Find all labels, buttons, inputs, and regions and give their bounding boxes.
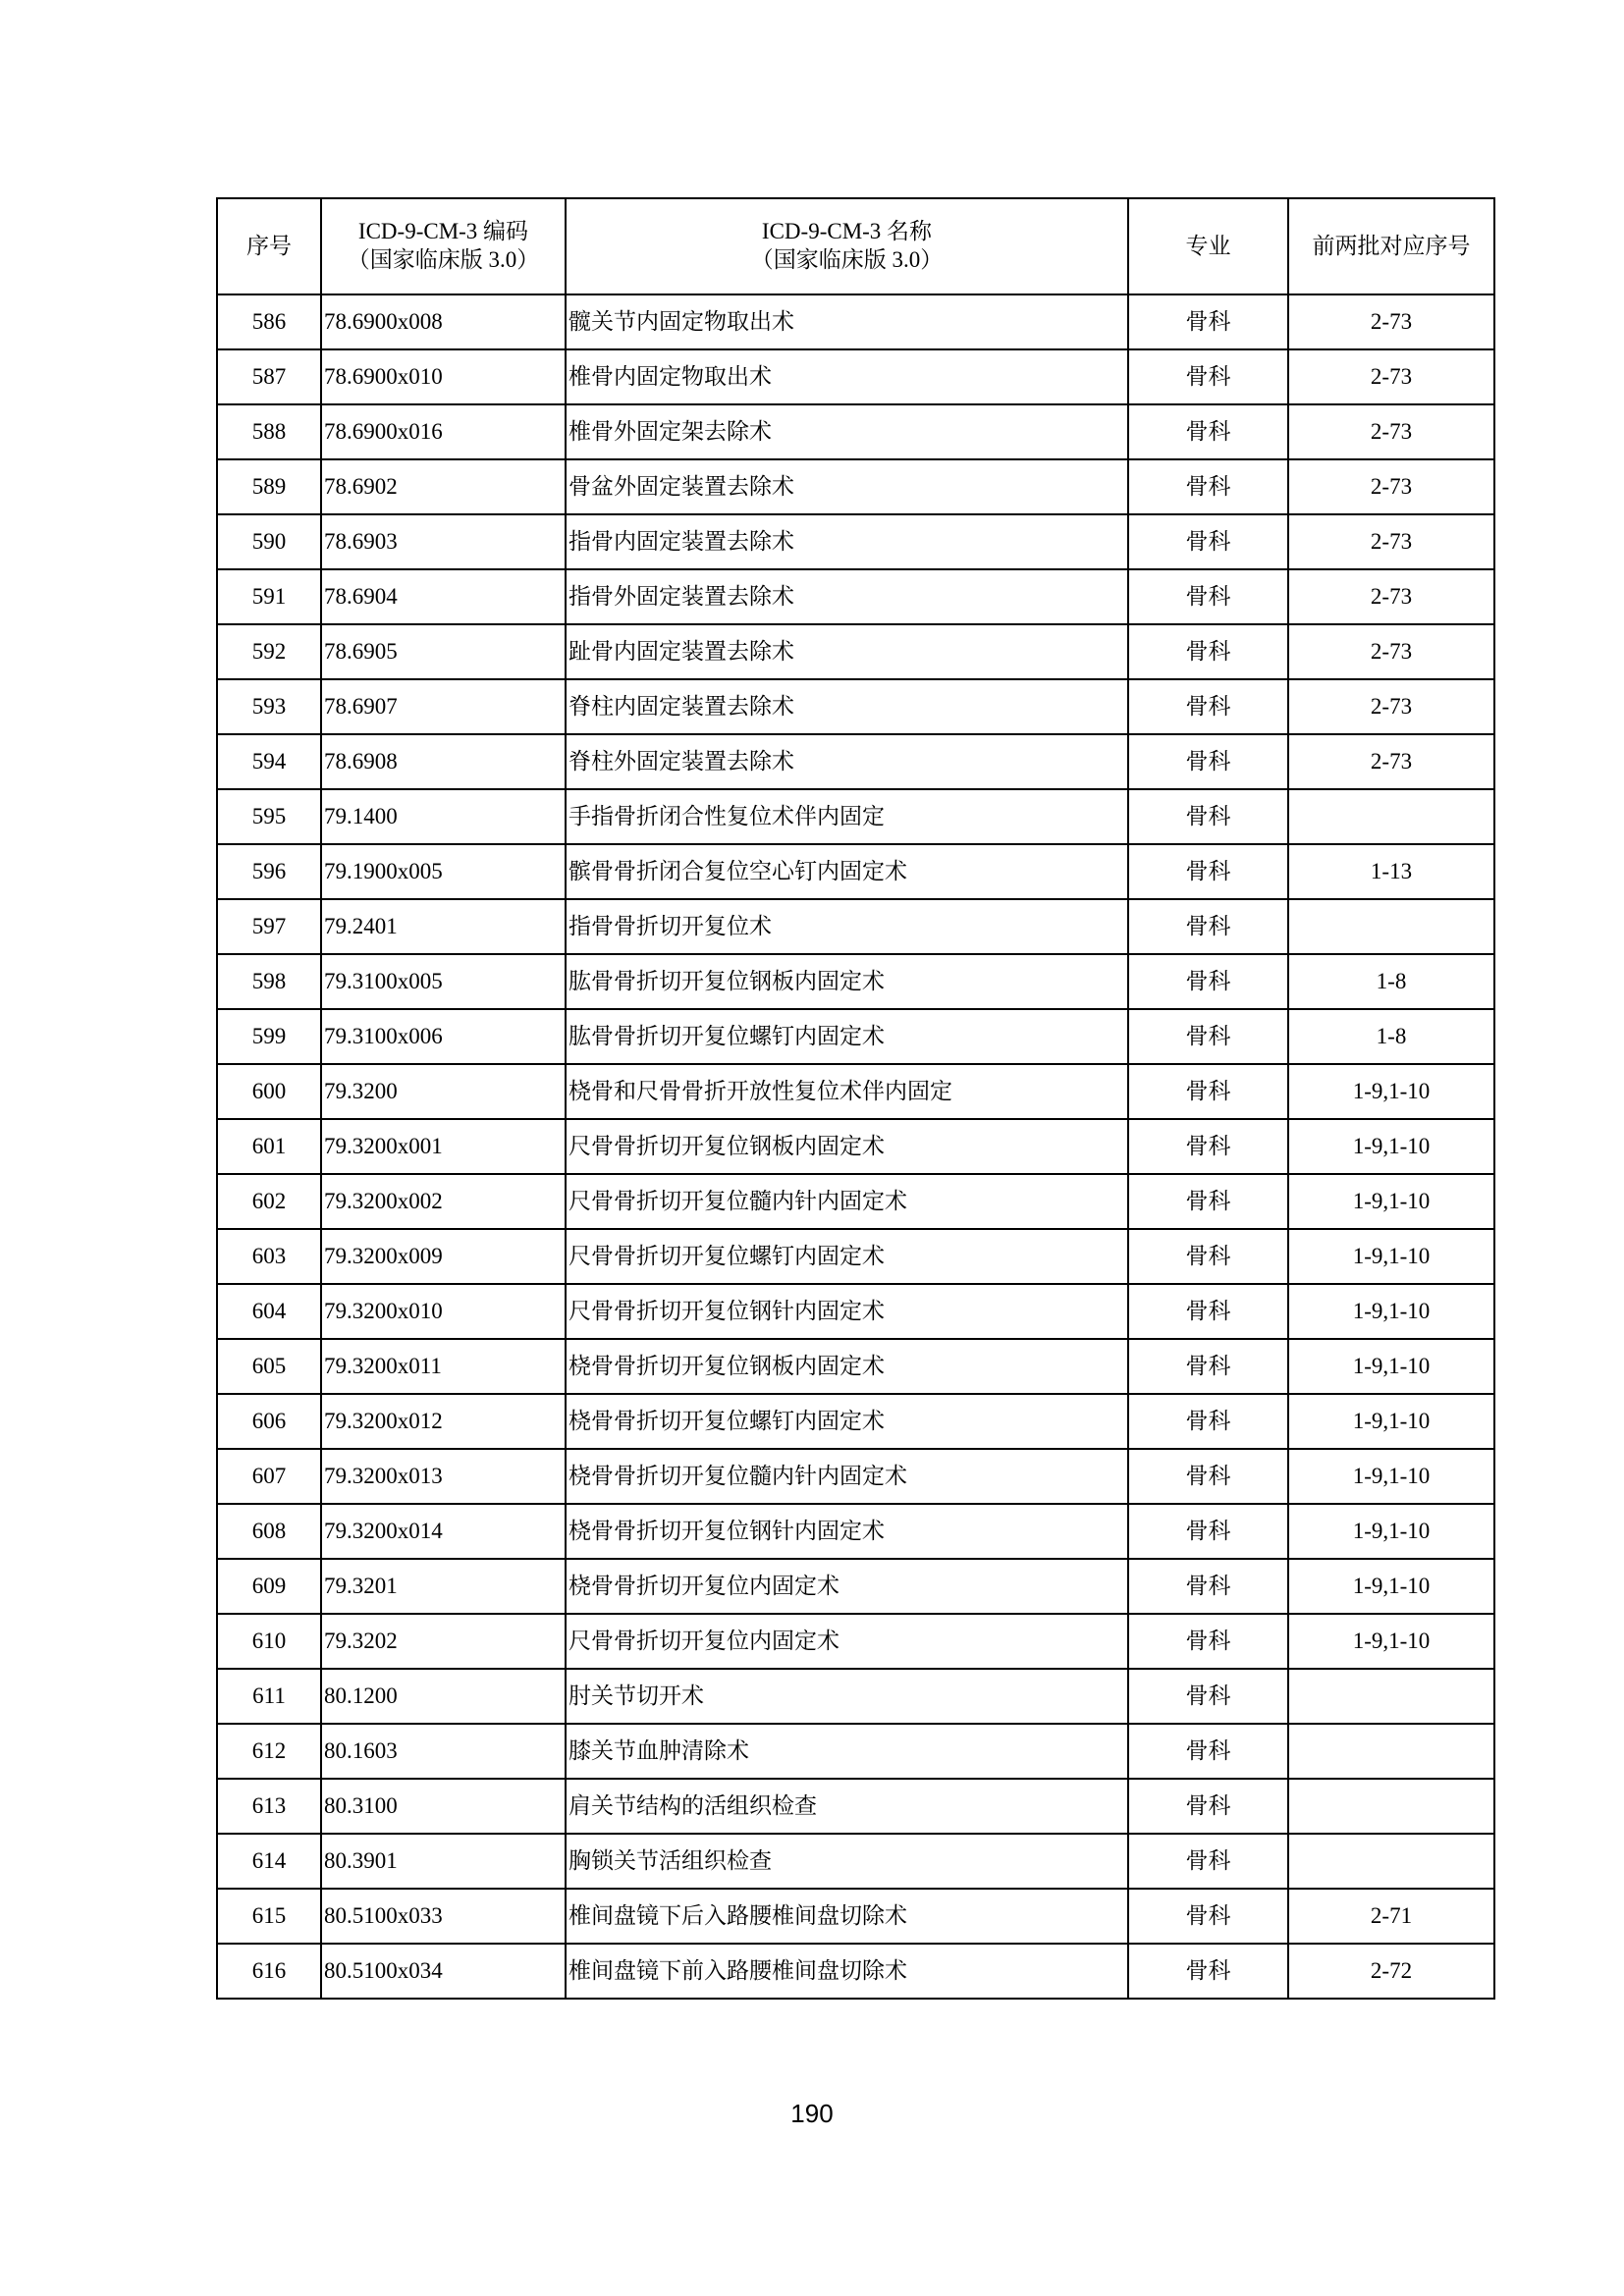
cell-name: 尺骨骨折切开复位钢板内固定术 <box>566 1119 1128 1174</box>
cell-name: 桡骨骨折切开复位钢针内固定术 <box>566 1504 1128 1559</box>
table-row <box>217 1009 1494 1064</box>
table-row <box>217 1449 1494 1504</box>
cell-prev-batch <box>1288 899 1494 954</box>
cell-prev-batch: 2-73 <box>1288 459 1494 514</box>
cell-name: 趾骨内固定装置去除术 <box>566 624 1128 679</box>
cell-seq: 616 <box>217 1944 321 1999</box>
cell-code: 79.3100x005 <box>321 954 566 1009</box>
header-prev-batch: 前两批对应序号 <box>1288 198 1494 294</box>
cell-name: 尺骨骨折切开复位内固定术 <box>566 1614 1128 1669</box>
table-row <box>217 1284 1494 1339</box>
cell-name: 椎骨内固定物取出术 <box>566 349 1128 404</box>
table-row <box>217 1669 1494 1724</box>
cell-code: 78.6900x010 <box>321 349 566 404</box>
cell-code: 79.1400 <box>321 789 566 844</box>
cell-name: 肘关节切开术 <box>566 1669 1128 1724</box>
table-row <box>217 404 1494 459</box>
header-name-line2: （国家临床版 3.0） <box>750 247 944 272</box>
cell-name: 指骨骨折切开复位术 <box>566 899 1128 954</box>
cell-specialty: 骨科 <box>1128 844 1288 899</box>
table-row <box>217 1889 1494 1944</box>
cell-specialty: 骨科 <box>1128 1174 1288 1229</box>
cell-code: 80.5100x034 <box>321 1944 566 1999</box>
cell-seq: 601 <box>217 1119 321 1174</box>
cell-name: 脊柱内固定装置去除术 <box>566 679 1128 734</box>
table-row <box>217 679 1494 734</box>
table-row <box>217 1504 1494 1559</box>
cell-specialty: 骨科 <box>1128 1504 1288 1559</box>
cell-code: 79.3202 <box>321 1614 566 1669</box>
cell-specialty: 骨科 <box>1128 1944 1288 1999</box>
cell-prev-batch: 1-9,1-10 <box>1288 1229 1494 1284</box>
cell-specialty: 骨科 <box>1128 1229 1288 1284</box>
table-row <box>217 734 1494 789</box>
cell-prev-batch: 1-9,1-10 <box>1288 1119 1494 1174</box>
cell-seq: 600 <box>217 1064 321 1119</box>
cell-name: 桡骨骨折切开复位钢板内固定术 <box>566 1339 1128 1394</box>
cell-code: 80.1200 <box>321 1669 566 1724</box>
cell-seq: 615 <box>217 1889 321 1944</box>
cell-name: 肱骨骨折切开复位螺钉内固定术 <box>566 1009 1128 1064</box>
cell-code: 80.5100x033 <box>321 1889 566 1944</box>
cell-specialty: 骨科 <box>1128 404 1288 459</box>
cell-specialty: 骨科 <box>1128 1559 1288 1614</box>
cell-prev-batch: 1-9,1-10 <box>1288 1449 1494 1504</box>
cell-seq: 596 <box>217 844 321 899</box>
cell-prev-batch <box>1288 1669 1494 1724</box>
cell-prev-batch: 1-8 <box>1288 1009 1494 1064</box>
cell-name: 手指骨折闭合性复位术伴内固定 <box>566 789 1128 844</box>
table-row <box>217 294 1494 349</box>
cell-name: 骨盆外固定装置去除术 <box>566 459 1128 514</box>
cell-code: 79.2401 <box>321 899 566 954</box>
cell-specialty: 骨科 <box>1128 789 1288 844</box>
table-row <box>217 1394 1494 1449</box>
cell-seq: 599 <box>217 1009 321 1064</box>
cell-seq: 595 <box>217 789 321 844</box>
cell-name: 膝关节血肿清除术 <box>566 1724 1128 1779</box>
cell-code: 78.6903 <box>321 514 566 569</box>
cell-code: 80.3100 <box>321 1779 566 1834</box>
table-row <box>217 569 1494 624</box>
cell-name: 指骨外固定装置去除术 <box>566 569 1128 624</box>
cell-seq: 594 <box>217 734 321 789</box>
table-row <box>217 1119 1494 1174</box>
cell-specialty: 骨科 <box>1128 459 1288 514</box>
cell-prev-batch: 2-72 <box>1288 1944 1494 1999</box>
cell-specialty: 骨科 <box>1128 294 1288 349</box>
cell-specialty: 骨科 <box>1128 734 1288 789</box>
page-number: 190 <box>790 2099 834 2128</box>
cell-specialty: 骨科 <box>1128 679 1288 734</box>
cell-code: 79.3200x013 <box>321 1449 566 1504</box>
cell-prev-batch: 1-9,1-10 <box>1288 1614 1494 1669</box>
cell-specialty: 骨科 <box>1128 569 1288 624</box>
cell-name: 椎间盘镜下后入路腰椎间盘切除术 <box>566 1889 1128 1944</box>
table-row <box>217 789 1494 844</box>
cell-specialty: 骨科 <box>1128 1724 1288 1779</box>
cell-prev-batch: 2-73 <box>1288 734 1494 789</box>
table-row <box>217 1724 1494 1779</box>
cell-name: 髌骨骨折闭合复位空心钉内固定术 <box>566 844 1128 899</box>
cell-name: 尺骨骨折切开复位螺钉内固定术 <box>566 1229 1128 1284</box>
cell-prev-batch: 2-73 <box>1288 294 1494 349</box>
cell-seq: 597 <box>217 899 321 954</box>
cell-prev-batch: 1-9,1-10 <box>1288 1339 1494 1394</box>
cell-seq: 614 <box>217 1834 321 1889</box>
cell-seq: 588 <box>217 404 321 459</box>
cell-seq: 606 <box>217 1394 321 1449</box>
table-row <box>217 624 1494 679</box>
cell-seq: 592 <box>217 624 321 679</box>
cell-name: 肩关节结构的活组织检查 <box>566 1779 1128 1834</box>
cell-prev-batch: 2-73 <box>1288 569 1494 624</box>
cell-specialty: 骨科 <box>1128 514 1288 569</box>
cell-code: 80.1603 <box>321 1724 566 1779</box>
cell-seq: 613 <box>217 1779 321 1834</box>
cell-specialty: 骨科 <box>1128 1009 1288 1064</box>
cell-specialty: 骨科 <box>1128 1834 1288 1889</box>
cell-prev-batch: 2-73 <box>1288 514 1494 569</box>
cell-seq: 605 <box>217 1339 321 1394</box>
cell-seq: 611 <box>217 1669 321 1724</box>
cell-code: 79.3200 <box>321 1064 566 1119</box>
cell-seq: 610 <box>217 1614 321 1669</box>
cell-code: 78.6907 <box>321 679 566 734</box>
cell-seq: 587 <box>217 349 321 404</box>
cell-name: 桡骨骨折切开复位螺钉内固定术 <box>566 1394 1128 1449</box>
cell-code: 79.3200x010 <box>321 1284 566 1339</box>
procedure-code-table <box>216 197 1495 2000</box>
table-row <box>217 1174 1494 1229</box>
cell-prev-batch <box>1288 1834 1494 1889</box>
cell-prev-batch: 1-9,1-10 <box>1288 1394 1494 1449</box>
cell-specialty: 骨科 <box>1128 1614 1288 1669</box>
cell-specialty: 骨科 <box>1128 1669 1288 1724</box>
cell-specialty: 骨科 <box>1128 624 1288 679</box>
header-code-line1: ICD-9-CM-3 编码 <box>357 219 529 244</box>
cell-name: 桡骨骨折切开复位髓内针内固定术 <box>566 1449 1128 1504</box>
cell-prev-batch: 2-73 <box>1288 349 1494 404</box>
cell-seq: 591 <box>217 569 321 624</box>
cell-specialty: 骨科 <box>1128 1889 1288 1944</box>
cell-prev-batch: 1-9,1-10 <box>1288 1504 1494 1559</box>
cell-code: 79.3200x001 <box>321 1119 566 1174</box>
table-row <box>217 1064 1494 1119</box>
cell-seq: 593 <box>217 679 321 734</box>
cell-name: 胸锁关节活组织检查 <box>566 1834 1128 1889</box>
cell-specialty: 骨科 <box>1128 1064 1288 1119</box>
cell-prev-batch <box>1288 1724 1494 1779</box>
cell-code: 79.3200x002 <box>321 1174 566 1229</box>
cell-code: 79.3200x009 <box>321 1229 566 1284</box>
cell-name: 髋关节内固定物取出术 <box>566 294 1128 349</box>
cell-prev-batch: 1-9,1-10 <box>1288 1174 1494 1229</box>
cell-specialty: 骨科 <box>1128 1119 1288 1174</box>
cell-name: 桡骨和尺骨骨折开放性复位术伴内固定 <box>566 1064 1128 1119</box>
cell-prev-batch: 2-73 <box>1288 624 1494 679</box>
header-code <box>321 198 566 294</box>
cell-name: 椎间盘镜下前入路腰椎间盘切除术 <box>566 1944 1128 1999</box>
cell-code: 79.3200x014 <box>321 1504 566 1559</box>
cell-prev-batch <box>1288 1779 1494 1834</box>
cell-prev-batch: 2-71 <box>1288 1889 1494 1944</box>
cell-name: 肱骨骨折切开复位钢板内固定术 <box>566 954 1128 1009</box>
cell-code: 79.3200x011 <box>321 1339 566 1394</box>
table-row <box>217 1834 1494 1889</box>
cell-specialty: 骨科 <box>1128 954 1288 1009</box>
cell-seq: 608 <box>217 1504 321 1559</box>
cell-prev-batch: 1-13 <box>1288 844 1494 899</box>
table-row <box>217 1559 1494 1614</box>
cell-prev-batch: 1-9,1-10 <box>1288 1559 1494 1614</box>
cell-specialty: 骨科 <box>1128 1394 1288 1449</box>
header-name <box>566 198 1128 294</box>
table-row <box>217 459 1494 514</box>
cell-prev-batch: 1-8 <box>1288 954 1494 1009</box>
table-row <box>217 514 1494 569</box>
table-row <box>217 844 1494 899</box>
table-row <box>217 1339 1494 1394</box>
cell-code: 78.6904 <box>321 569 566 624</box>
cell-name: 指骨内固定装置去除术 <box>566 514 1128 569</box>
table-row <box>217 1614 1494 1669</box>
cell-seq: 607 <box>217 1449 321 1504</box>
cell-prev-batch: 1-9,1-10 <box>1288 1064 1494 1119</box>
cell-seq: 612 <box>217 1724 321 1779</box>
cell-name: 脊柱外固定装置去除术 <box>566 734 1128 789</box>
cell-specialty: 骨科 <box>1128 1284 1288 1339</box>
table-header-row <box>217 198 1494 294</box>
cell-prev-batch: 2-73 <box>1288 404 1494 459</box>
header-code-line2: （国家临床版 3.0） <box>347 247 540 272</box>
cell-code: 79.3200x012 <box>321 1394 566 1449</box>
cell-seq: 589 <box>217 459 321 514</box>
cell-seq: 604 <box>217 1284 321 1339</box>
cell-code: 79.3100x006 <box>321 1009 566 1064</box>
cell-code: 79.3201 <box>321 1559 566 1614</box>
header-name-line1: ICD-9-CM-3 名称 <box>761 219 933 244</box>
cell-seq: 603 <box>217 1229 321 1284</box>
cell-specialty: 骨科 <box>1128 349 1288 404</box>
header-specialty: 专业 <box>1128 198 1288 294</box>
cell-seq: 602 <box>217 1174 321 1229</box>
cell-name: 椎骨外固定架去除术 <box>566 404 1128 459</box>
table-row <box>217 899 1494 954</box>
cell-name: 桡骨骨折切开复位内固定术 <box>566 1559 1128 1614</box>
table-row <box>217 1229 1494 1284</box>
header-seq: 序号 <box>217 198 321 294</box>
cell-specialty: 骨科 <box>1128 1339 1288 1394</box>
cell-code: 80.3901 <box>321 1834 566 1889</box>
cell-code: 78.6900x008 <box>321 294 566 349</box>
cell-code: 78.6900x016 <box>321 404 566 459</box>
cell-specialty: 骨科 <box>1128 899 1288 954</box>
cell-prev-batch <box>1288 789 1494 844</box>
cell-code: 78.6905 <box>321 624 566 679</box>
table-row <box>217 954 1494 1009</box>
cell-seq: 586 <box>217 294 321 349</box>
cell-code: 79.1900x005 <box>321 844 566 899</box>
cell-seq: 609 <box>217 1559 321 1614</box>
cell-specialty: 骨科 <box>1128 1449 1288 1504</box>
cell-name: 尺骨骨折切开复位髓内针内固定术 <box>566 1174 1128 1229</box>
cell-prev-batch: 2-73 <box>1288 679 1494 734</box>
table-row <box>217 1779 1494 1834</box>
cell-prev-batch: 1-9,1-10 <box>1288 1284 1494 1339</box>
cell-code: 78.6908 <box>321 734 566 789</box>
cell-seq: 598 <box>217 954 321 1009</box>
cell-name: 尺骨骨折切开复位钢针内固定术 <box>566 1284 1128 1339</box>
cell-code: 78.6902 <box>321 459 566 514</box>
table-row <box>217 349 1494 404</box>
table-row <box>217 1944 1494 1999</box>
cell-seq: 590 <box>217 514 321 569</box>
cell-specialty: 骨科 <box>1128 1779 1288 1834</box>
